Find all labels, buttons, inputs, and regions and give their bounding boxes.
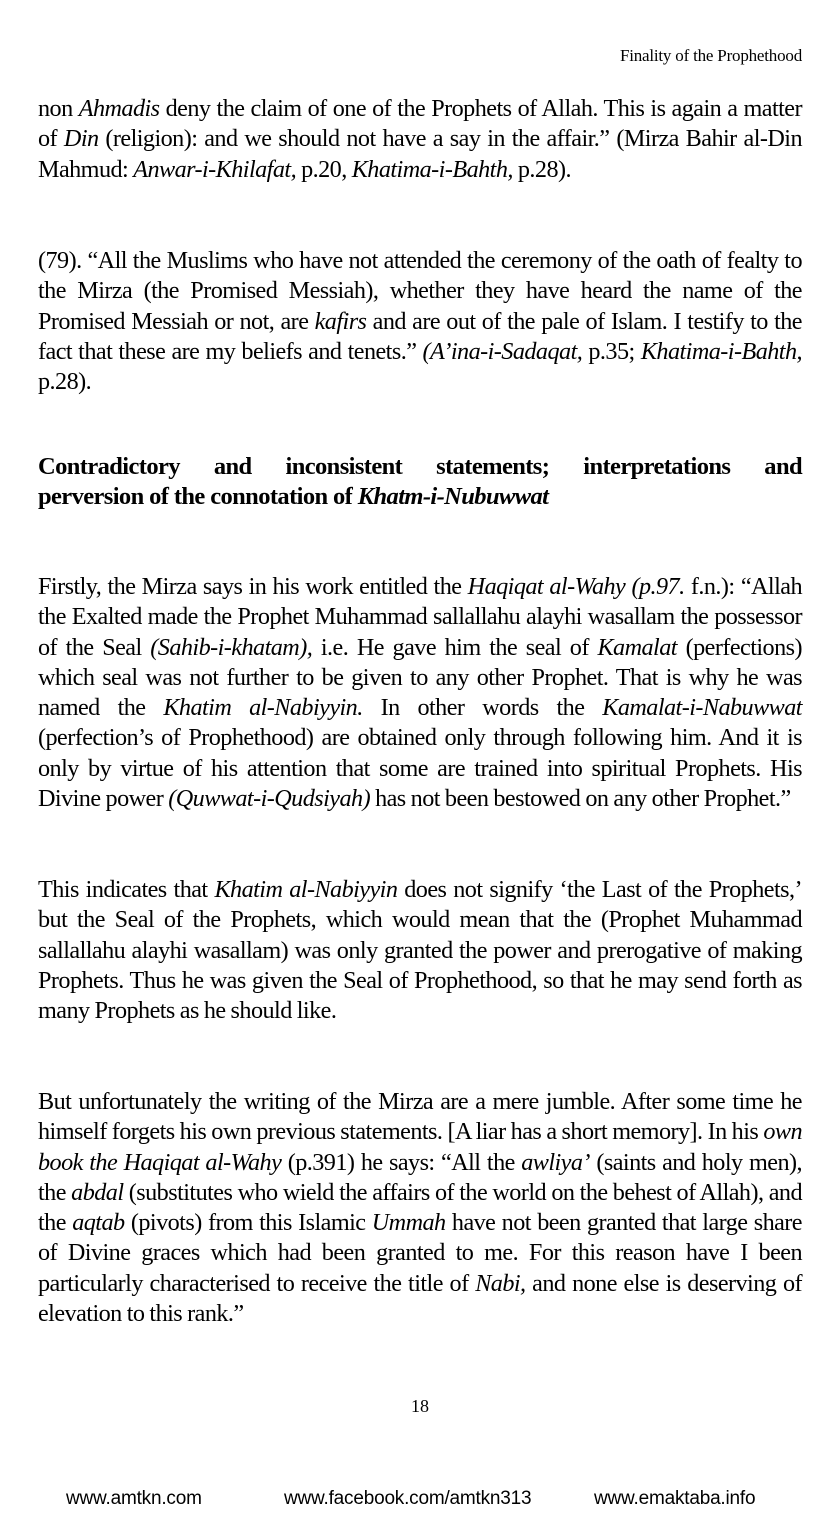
text-run: and none else is deserving of elevation to this rank.” (38, 1269, 802, 1328)
text-run: p.35; (582, 337, 641, 365)
text-run: p.28). (512, 155, 572, 183)
footer-links (0, 1488, 840, 1512)
italic-term: (Sahib-i-khatam), (150, 633, 313, 661)
footer-link-amtkn[interactable]: www.amtkn.com (66, 1488, 202, 1509)
italic-term: Ummah (371, 1209, 446, 1237)
text-run: But unfortunately the writing of the Mirza are a mere jumble. After some time he himself forgets his own previous statements. [A liar has a short memory]. In his (38, 1088, 802, 1146)
italic-term: Kamalat (597, 633, 677, 661)
italic-term: awliya’ (521, 1148, 590, 1176)
text-run: have not been granted that large share of Divine graces which had been granted to me. For this reason have I been particularly characterised to receive the title of (38, 1209, 802, 1297)
italic-term: (Quwwat-i-Qudsiyah) (168, 785, 371, 813)
italic-term: Khatima-i-Bahth, (640, 337, 802, 365)
italic-term: (A’ina-i-Sadaqat, (422, 337, 583, 365)
text-run: (79). “All the Muslims who have not attended the ceremony of the oath of fealty to the Mirza (the Promised Messiah), whether they have heard the name of the Promised Messiah or not, are (38, 247, 802, 335)
text-run: (perfection’s of Prophethood) are obtained only through following him. And it is only by virtue of his attention that some are trained into spiritual Prophets. His Divine power (38, 724, 802, 813)
text-run: (p.391) he says: “All the (281, 1148, 522, 1176)
section-heading-line2 (38, 482, 802, 512)
italic-term: Haqiqat al-Wahy (p.97. (467, 573, 685, 600)
paragraph-quote-79 (38, 246, 802, 397)
italic-term: kafirs (314, 307, 367, 335)
paragraph-jumble (38, 1087, 802, 1329)
paragraph-firstly (38, 572, 802, 814)
section-heading-line2-text: perversion of the connotation of (38, 483, 358, 510)
text-run: does not signify ‘the Last of the Prophets,’ but the Seal of the Prophets, which would mean that the (Prophet Muhammad sallallahu alayhi wasallam) was only granted the power and prerogative of making Prophets. Thus he was given the Seal of Prophethood, so that he may send forth as many Prophets as he should like. (38, 876, 802, 1025)
text-run: (pivots) from this Islamic (124, 1209, 372, 1237)
text-run: In other words the (362, 694, 603, 722)
paragraph-continuation (38, 94, 802, 185)
text-run: has not been bestowed on any other Prophet.” (370, 785, 791, 813)
running-title: Finality of the Prophethood (619, 46, 802, 65)
italic-term: aqtab (72, 1209, 125, 1237)
text-run: (saints and holy men), the (38, 1148, 802, 1206)
text-run: (religion): and we should not have a say in the affair.” (Mirza Bahir al-Din Mahmud: (38, 125, 802, 183)
text-run: This indicates that (38, 876, 215, 903)
text-run: i.e. He gave him the seal of (312, 633, 598, 661)
section-heading-line1: Contradictory and inconsistent statements; interpretations and (38, 453, 802, 480)
text-run: p.20, (296, 155, 352, 183)
text-run: Firstly, the Mirza says in his work entitled the (38, 573, 468, 600)
text-run: and are out of the pale of Islam. I testify to the fact that these are my beliefs and tenets.” (38, 307, 802, 365)
text-run: (substitutes who wield the affairs of the world on the behest of Allah), and the (38, 1178, 803, 1237)
italic-term: Khatim al-Nabiyyin (214, 876, 398, 903)
text-run: p.28). (38, 368, 92, 396)
italic-term: Ahmadis (78, 95, 160, 122)
italic-term: Nabi, (475, 1269, 526, 1297)
paragraph-indicates (38, 875, 802, 1026)
text-run: (perfections) which seal was not further to be given to any other Prophet. That is why he was named the (38, 633, 802, 722)
italic-term: Khatim al-Nabiyyin. (163, 694, 363, 722)
italic-term: Anwar-i-Khilafat, (133, 155, 297, 183)
italic-term: Kamalat-i-Nabuwwat (602, 694, 802, 722)
section-heading-term: Khatm-i-Nubuwwat (357, 483, 549, 510)
page-number: 18 (411, 1396, 429, 1416)
footer-link-facebook[interactable]: www.facebook.com/amtkn313 (284, 1488, 532, 1509)
footer-link-emaktaba[interactable]: www.emaktaba.info (594, 1488, 756, 1509)
text-run: deny the claim of one of the Prophets of Allah. This is again a matter of (38, 95, 802, 153)
italic-term: Khatima-i-Bahth, (351, 155, 513, 183)
text-run: f.n.): “Allah the Exalted made the Prophet Muhammad sallallahu alayhi wasallam the possessor of the Seal (38, 573, 802, 661)
italic-term: own book the Haqiqat al-Wahy (38, 1118, 802, 1176)
italic-term: abdal (71, 1178, 124, 1206)
italic-term: Din (63, 125, 99, 153)
section-heading (38, 452, 802, 512)
text-run: non (38, 95, 79, 122)
